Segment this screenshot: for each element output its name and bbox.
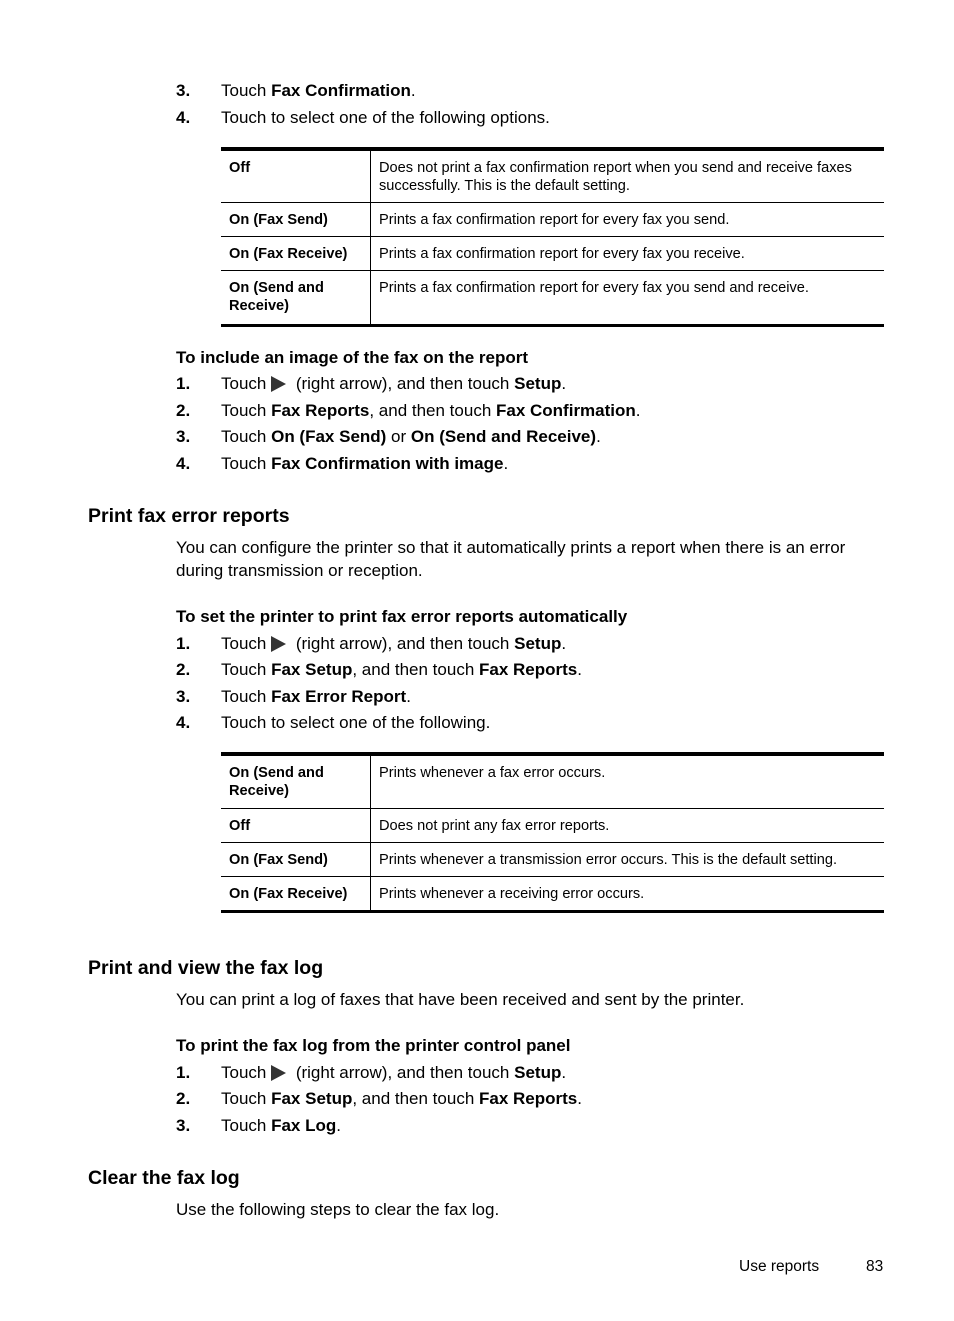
fax-confirmation-options-table [221,147,884,327]
step-number: 4. [176,108,191,127]
right-arrow-icon [271,376,286,392]
step-number: 3. [176,81,191,100]
step-number: 1. [176,634,191,653]
footer-section-name: Use reports [739,1258,820,1275]
table-row [221,877,884,912]
step-text: Touch to select one of the following options. [221,108,550,127]
section-paragraph: Use the following steps to clear the fax log. [176,1200,500,1219]
table-row [221,203,884,237]
section-heading: Clear the fax log [88,1167,240,1189]
procedure-title: To print the fax log from the printer control panel [176,1036,571,1055]
step-text: Touch On (Fax Send) or On (Send and Receive). [221,427,601,446]
table-row [221,149,884,203]
procedure-title: To set the printer to print fax error reports automatically [176,607,628,626]
section-paragraph: You can print a log of faxes that have been received and sent by the printer. [176,990,745,1009]
step-text: Touch to select one of the following. [221,713,491,732]
option-description: Prints whenever a fax error occurs. [371,754,885,809]
option-name: On (Fax Receive) [221,237,371,271]
option-name: On (Fax Receive) [221,877,371,912]
step-number: 4. [176,713,191,732]
step-number: 1. [176,374,191,393]
option-description: Does not print any fax error reports. [371,809,885,843]
step-number: 3. [176,427,191,446]
section-paragraph: You can configure the printer so that it automatically prints a report when there is an error during transmission or reception. [176,538,846,580]
table-row [221,237,884,271]
option-name: On (Fax Send) [221,203,371,237]
step-text: Touch Fax Setup, and then touch Fax Reports. [221,1089,582,1108]
option-name: Off [221,809,371,843]
right-arrow-icon [271,636,286,652]
table-row [221,754,884,809]
right-arrow-icon [271,1065,286,1081]
section-heading: Print fax error reports [88,505,290,527]
step-text: Touch (right arrow), and then touch Setup. [221,1063,567,1082]
step-text: Touch (right arrow), and then touch Setup. [221,634,567,653]
option-name: Off [221,149,371,203]
option-description: Prints a fax confirmation report for every fax you send. [371,203,885,237]
step-number: 4. [176,454,191,473]
procedure-title: To include an image of the fax on the report [176,348,528,367]
step-number: 3. [176,1116,191,1135]
step-text: Touch Fax Reports, and then touch Fax Confirmation. [221,401,641,420]
option-name: On (Send and Receive) [221,271,371,326]
step-text: Touch Fax Confirmation with image. [221,454,509,473]
page-number: 83 [866,1258,884,1275]
option-name: On (Fax Send) [221,843,371,877]
table-row [221,809,884,843]
step-number: 2. [176,1089,191,1108]
step-text: Touch Fax Log. [221,1116,341,1135]
step-text: Touch Fax Error Report. [221,687,411,706]
step-number: 2. [176,660,191,679]
option-name: On (Send and Receive) [221,754,371,809]
section-heading: Print and view the fax log [88,957,324,979]
option-description: Prints whenever a transmission error occurs. This is the default setting. [371,843,885,877]
fax-error-report-options-table [221,752,884,913]
option-description: Prints a fax confirmation report for every fax you receive. [371,237,885,271]
option-description: Prints whenever a receiving error occurs. [371,877,885,912]
step-number: 1. [176,1063,191,1082]
step-number: 2. [176,401,191,420]
table-row [221,843,884,877]
step-text: Touch (right arrow), and then touch Setup. [221,374,567,393]
table-row [221,271,884,326]
option-description: Prints a fax confirmation report for every fax you send and receive. [371,271,885,326]
option-description: Does not print a fax confirmation report when you send and receive faxes successfully. This is the default setting. [371,149,885,203]
step-number: 3. [176,687,191,706]
step-text: Touch Fax Setup, and then touch Fax Reports. [221,660,582,679]
step-text: Touch Fax Confirmation. [221,81,416,100]
